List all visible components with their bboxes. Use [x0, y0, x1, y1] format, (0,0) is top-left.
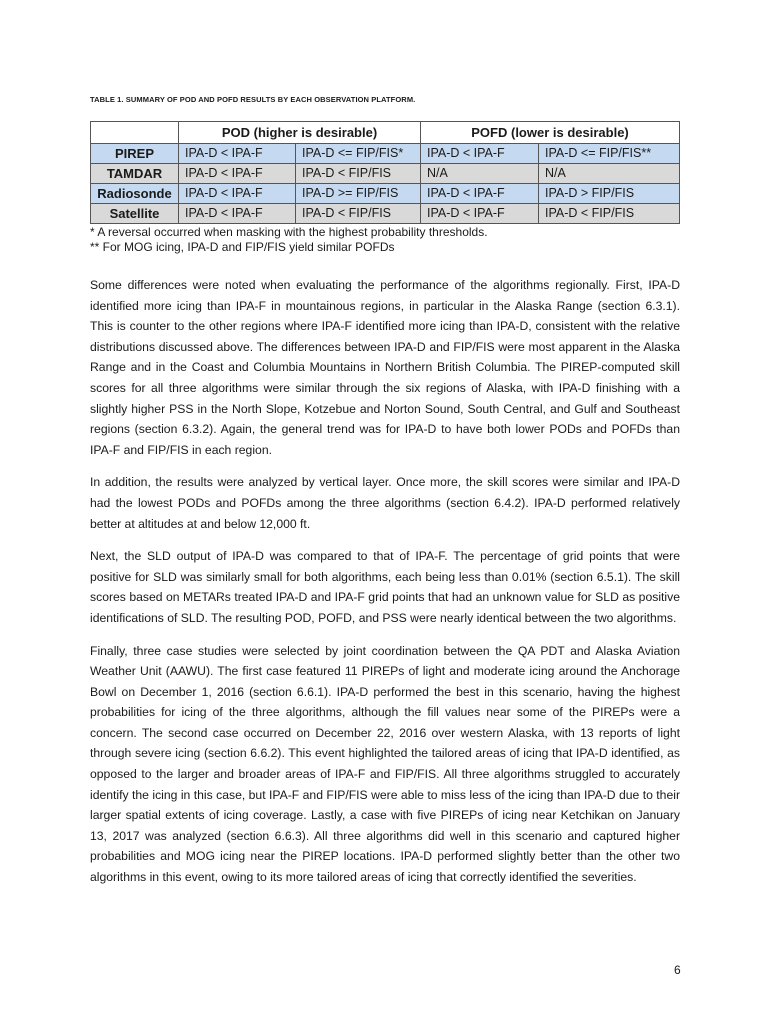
table-cell: IPA-D < IPA-F — [421, 144, 539, 164]
table-cell: N/A — [539, 164, 680, 184]
paragraph-regional: Some differences were noted when evaluating the performance of the algorithms regionally. First, IPA-D identified more icing than IPA-F in mountainous regions, in particular in the Alaska Range (section 6.3.1). This is counter to the other regions where IPA-F identified more icing than IPA-D, consistent with the relative distributions discussed above. The differences between IPA-D and FIP/FIS were most apparent in the Alaska Range and in the Coast and Columbia Mountains in Northern British Columbia. The PIREP-computed skill scores for all three algorithms were similar through the six regions of Alaska, with IPA-D finishing with a slightly higher PSS in the North Slope, Kotzebue and Norton Sound, South Central, and Gulf and Southeast regions (section 6.3.2). Again, the general trend was for IPA-D to have both lower PODs and POFDs than IPA-F and FIP/FIS in each region. — [90, 278, 680, 457]
table-cell: IPA-D < FIP/FIS — [539, 204, 680, 224]
table-cell: IPA-D <= FIP/FIS* — [296, 144, 421, 164]
table-cell: IPA-D <= FIP/FIS** — [539, 144, 680, 164]
table-cell: IPA-D < IPA-F — [421, 184, 539, 204]
platform-cell: Radiosonde — [91, 184, 179, 204]
table-header-row — [91, 122, 680, 144]
table-cell: IPA-D > FIP/FIS — [539, 184, 680, 204]
empty-header-cell — [91, 122, 179, 144]
table-row-pirep — [91, 144, 680, 164]
footnote-1: * A reversal occurred when masking with the highest probability thresholds. — [90, 225, 488, 239]
table-caption: TABLE 1. SUMMARY OF POD AND POFD RESULTS BY EACH OBSERVATION PLATFORM. — [90, 95, 416, 104]
pod-header: POD (higher is desirable) — [179, 122, 421, 144]
table-row-satellite — [91, 204, 680, 224]
table-cell: IPA-D >= FIP/FIS — [296, 184, 421, 204]
paragraph-vertical: In addition, the results were analyzed by vertical layer. Once more, the skill scores were similar and IPA-D had the lowest PODs and POFDs among the three algorithms (section 6.4.2). IPA-D performed relatively better at altitudes at and below 12,000 ft. — [90, 475, 680, 531]
table-cell: IPA-D < IPA-F — [179, 164, 296, 184]
table-cell: IPA-D < IPA-F — [421, 204, 539, 224]
summary-table — [90, 121, 680, 224]
table-cell: IPA-D < IPA-F — [179, 204, 296, 224]
table-footnotes — [90, 225, 488, 255]
table-cell: N/A — [421, 164, 539, 184]
table-row-tamdar — [91, 164, 680, 184]
table-cell: IPA-D < FIP/FIS — [296, 204, 421, 224]
platform-cell: PIREP — [91, 144, 179, 164]
table-cell: IPA-D < IPA-F — [179, 144, 296, 164]
footnote-2: ** For MOG icing, IPA-D and FIP/FIS yield similar POFDs — [90, 240, 395, 254]
platform-cell: Satellite — [91, 204, 179, 224]
body-text — [90, 275, 680, 900]
table-cell: IPA-D < IPA-F — [179, 184, 296, 204]
paragraph-case-studies: Finally, three case studies were selected by joint coordination between the QA PDT and Alaska Aviation Weather Unit (AAWU). The first case featured 11 PIREPs of light and moderate icing around the Anchorage Bowl on December 1, 2016 (section 6.6.1). IPA-D performed the best in this scenario, having the highest probabilities for icing of the three algorithms, although the fill values near some of the PIREPs were a concern. The second case occurred on December 22, 2016 over western Alaska, with 13 reports of light through severe icing (section 6.6.2). This event highlighted the tailored areas of icing that IPA-D identified, as opposed to the larger and broader areas of IPA-F and FIP/FIS. All three algorithms struggled to accurately identify the icing in this case, but IPA-F and FIP/FIS were able to miss less of the icing than IPA-D due to their larger spatial extents of icing coverage. Lastly, a case with five PIREPs of icing near Ketchikan on January 13, 2017 was analyzed (section 6.6.3). All three algorithms did well in this scenario and captured higher probabilities and MOG icing near the PIREP locations. IPA-D performed slightly better than the other two algorithms in this event, owing to its more tailored areas of icing that correctly identified the severities. — [90, 643, 680, 885]
page-number: 6 — [674, 963, 681, 977]
platform-cell: TAMDAR — [91, 164, 179, 184]
table-row-radiosonde — [91, 184, 680, 204]
pofd-header: POFD (lower is desirable) — [421, 122, 680, 144]
paragraph-sld: Next, the SLD output of IPA-D was compared to that of IPA-F. The percentage of grid points that were positive for SLD was similarly small for both algorithms, each being less than 0.01% (section 6.5.1). The skill scores based on METARs treated IPA-D and IPA-F grid points that had an unknown value for SLD as positive identifications of SLD. The resulting POD, POFD, and PSS were nearly identical between the two algorithms. — [90, 549, 680, 625]
table-cell: IPA-D < FIP/FIS — [296, 164, 421, 184]
